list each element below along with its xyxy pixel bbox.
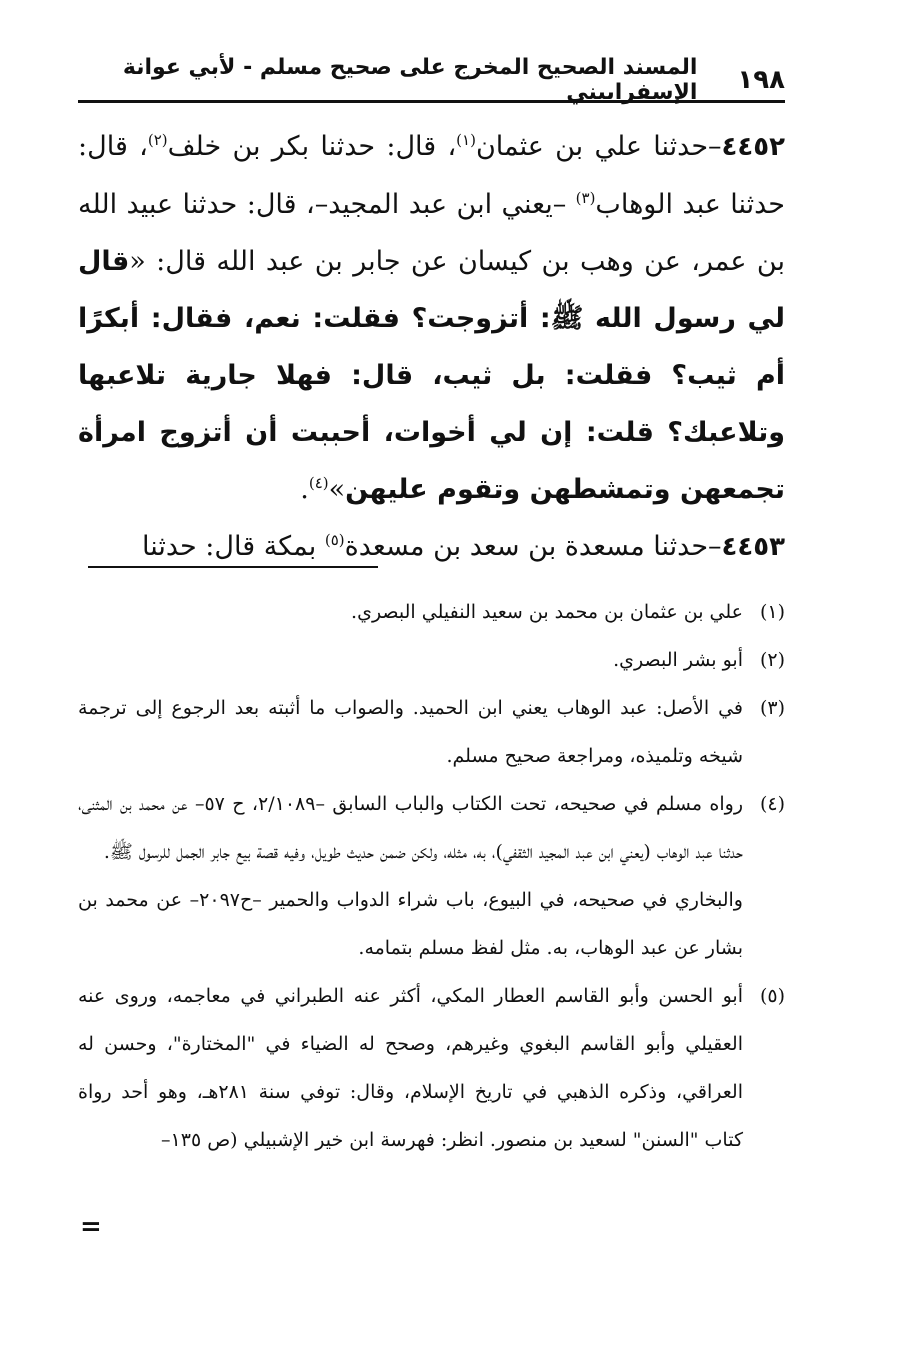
footnote-5 [78,972,785,1164]
hadith-text: » [328,474,346,505]
hadith-text: بمكة قال: حدثنا [141,531,325,562]
footnote-text: والبخاري في صحيحه، في البيوع، باب شراء الدواب والحمير –ح٢٠٩٧– عن محمد بن بشار عن عبد الوهاب، به. مثل لفظ مسلم بتمامه. [78,889,743,959]
hadith-4452 [78,118,785,518]
footnote-mark: (٢) [759,649,785,671]
footnote-text: علي بن عثمان بن محمد بن سعيد النفيلي البصري. [351,601,743,623]
footnote-2 [78,636,785,684]
footnote-mark: (٤) [759,793,785,815]
hadith-text: ، قال: حدثنا بكر بن خلف [167,131,457,162]
main-text [78,118,785,576]
footnote-text: أبو الحسن وأبو القاسم العطار المكي، أكثر عنه الطبراني في معاجمه، وروى عنه العقيلي وأبو القاسم البغوي وغيرهم، وصحح له الضياء في "المختارة"، وحسن له العراقي، وذكره الذهبي في تاريخ الإسلام، وقال: توفي سنة ٢٨١هـ، وهو أحد رواة كتاب "السنن" لسعيد بن منصور. انظر: فهرسة ابن خير الإشبيلي (ص ١٣٥– [78,985,743,1151]
footnote-text: في الأصل: عبد الوهاب يعني ابن الحميد. والصواب ما أثبته بعد الرجوع إلى ترجمة شيخه وتلميذه، ومراجعة صحيح مسلم. [78,697,743,767]
hadith-text: –حدثنا علي بن عثمان [475,131,722,162]
running-header [78,55,785,105]
book-title: المسند الصحيح المخرج على صحيح مسلم - لأبي عوانة الإسفراييني [122,55,698,105]
hadith-number: ٤٤٥٢ [721,132,785,162]
footnote-ref: (١) [456,131,476,149]
footnote-4 [78,780,785,876]
hadith-text: –حدثنا مسعدة بن سعد بن مسعدة [344,531,722,562]
header-rule [78,100,785,103]
continuation-mark: = [80,1212,102,1242]
hadith-text: ، قال: حدثنا عبد الوهاب [78,131,785,220]
hadith-number: ٤٤٥٣ [721,532,785,562]
footnote-ref: (٥) [324,531,345,549]
footnote-mark: (٥) [759,985,785,1007]
hadith-matn: قال لي رسول الله ﷺ: أتزوجت؟ فقلت: نعم، فقال: أبكرًا أم ثيب؟ فقلت: بل ثيب، قال: فهلا جارية تلاعبها وتلاعبك؟ قلت: إن لي أخوات، أحببت أن أتزوج امرأة تجمعهن وتمشطهن وتقوم عليهن [78,246,785,505]
footnote-mark: (١) [759,601,785,623]
page-number: ١٩٨ [737,65,785,95]
footnote-separator [88,566,378,568]
footnote-mark: (٣) [759,697,785,719]
hadith-text: . [300,474,309,505]
footnote-text: أبو بشر البصري. [613,649,743,671]
footnote-1 [78,588,785,636]
hadith-text: –يعني ابن عبد المجيد–، قال: حدثنا عبيد الله بن عمر، عن وهب بن كيسان عن جابر بن عبد الله قال: « [78,189,785,277]
footnote-ref: (٣) [575,189,596,207]
footnote-text: رواه مسلم في صحيحه، تحت الكتاب والباب السابق –٢/١٠٨٩، ح ٥٧– عن محمد بن المثنى، حدثنا عبد الوهاب (يعني ابن عبد المجيد الثقفي)، به، مثله، ولكن ضمن حديث طويل، وفيه قصة بيع جابر الجمل للرسول ﷺ. [78,793,744,863]
footnote-ref: (٢) [147,131,168,149]
footnote-3 [78,684,785,780]
footnotes [78,588,785,1164]
footnote-4-continuation [78,876,785,972]
footnote-ref: (٤) [308,474,329,492]
